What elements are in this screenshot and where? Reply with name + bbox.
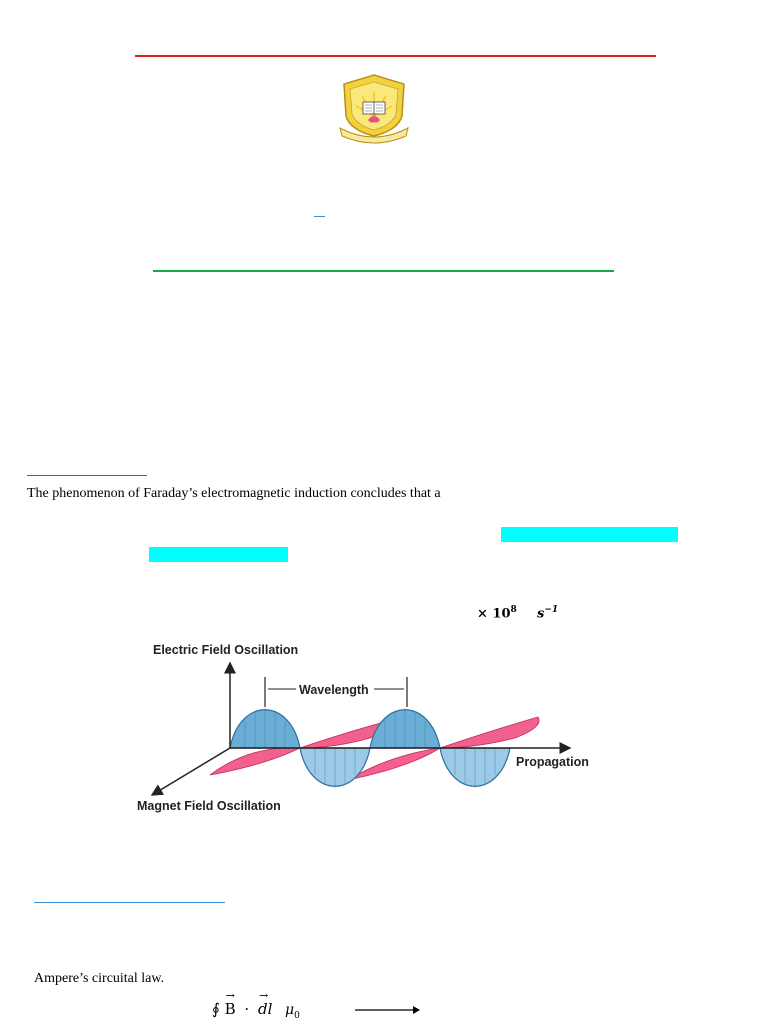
implies-arrow	[355, 1004, 421, 1016]
green-rule	[153, 270, 614, 272]
heading-underline-pink	[27, 475, 147, 476]
ampere-formula	[212, 989, 273, 1018]
unit-per-second	[537, 605, 558, 621]
unit-exponent: −1	[544, 605, 559, 615]
contour-integral: ∮	[212, 1000, 220, 1018]
highlight-1	[501, 527, 678, 542]
propagation-label: Propagation	[516, 755, 589, 769]
times-ten: × 10	[477, 606, 511, 622]
b-vector: → B	[224, 989, 236, 1018]
heading-underline-blue	[34, 902, 225, 903]
ampere-law-text: Ampere’s circuital law.	[34, 971, 165, 986]
top-rule	[135, 55, 656, 57]
unit-s: s	[537, 606, 545, 622]
highlight-2	[149, 547, 288, 562]
magnet-field-label: Magnet Field Oscillation	[137, 799, 281, 813]
wavelength-label: Wavelength	[299, 683, 369, 697]
em-wave-figure	[130, 635, 610, 820]
mu-zero: $\mu_0$	[285, 1002, 300, 1021]
electric-field-label: Electric Field Oscillation	[153, 643, 299, 657]
dl-vector: → dl	[257, 989, 273, 1018]
intro-sentence: The phenomenon of Faraday’s electromagnetic induction concludes that a	[27, 486, 441, 501]
school-crest-icon	[334, 72, 414, 144]
dot-operator: ·	[244, 1000, 250, 1018]
exponent-eight: 8	[510, 605, 517, 615]
speed-formula	[477, 605, 517, 621]
link-underline	[314, 216, 325, 217]
